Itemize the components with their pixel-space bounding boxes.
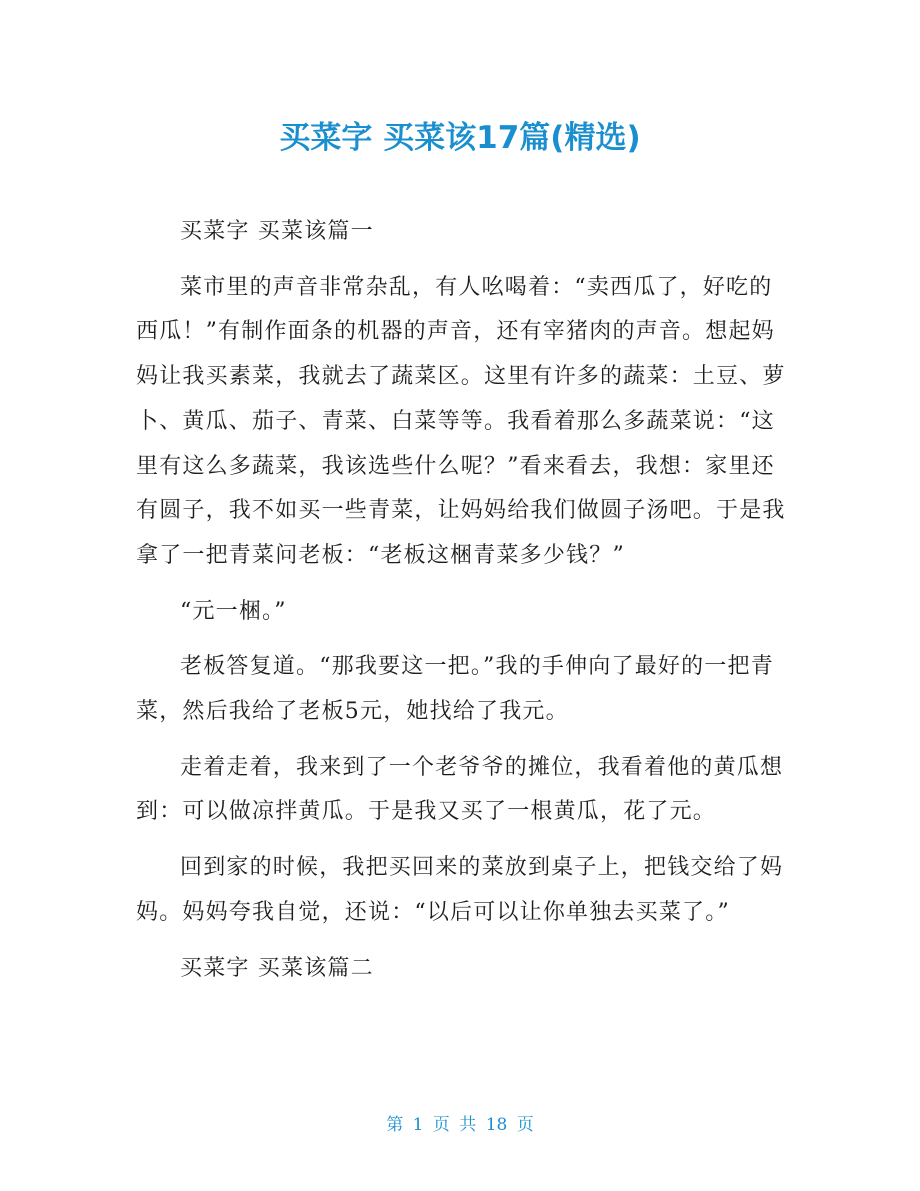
body-paragraph-4: 走着走着，我来到了一个老爷爷的摊位，我看着他的黄瓜想到：可以做凉拌黄瓜。于是我又买了一根黄瓜，花了元。: [136, 754, 784, 825]
body-paragraph-5: 回到家的时候，我把买回来的菜放到桌子上，把钱交给了妈妈。妈妈夸我自觉，还说：“以后可以让你单独去买菜了。”: [136, 855, 784, 925]
document-title: 买菜字 买菜该17篇(精选): [279, 120, 641, 156]
document-body: [136, 210, 786, 1002]
body-paragraph-3: 老板答复道。“那我要这一把。”我的手伸向了最好的一把青菜，然后我给了老板5元，她找给了我元。: [136, 654, 774, 725]
body-paragraph-2: “元一梱。”: [180, 598, 287, 624]
section-heading-1: 买菜字 买菜该篇一: [180, 219, 374, 244]
page-footer: 第 1 页 共 18 页: [386, 1115, 534, 1135]
body-paragraph-1: 菜市里的声音非常杂乱，有人吆喝着：“卖西瓜了，好吃的西瓜！”有制作面条的机器的声音，还有宰猪肉的声音。想起妈妈让我买素菜，我就去了蔬菜区。这里有许多的蔬菜：土豆、萝卜、黄瓜、茄子、青菜、白菜等等。我看着那么多蔬菜说：“这里有这么多蔬菜，我该选些什么呢？”看来看去，我想：家里还有圆子，我不如买一些青菜，让妈妈给我们做圆子汤吧。于是我拿了一把青菜问老板：“老板这梱青菜多少钱？”: [136, 274, 786, 568]
section-heading-2: 买菜字 买菜该篇二: [180, 955, 374, 981]
